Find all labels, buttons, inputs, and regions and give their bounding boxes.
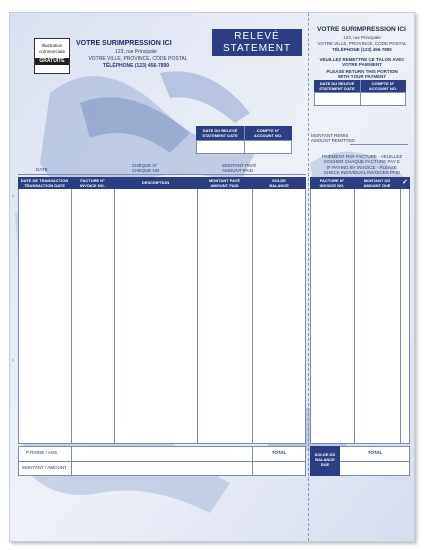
main-total-label: TOTAL — [271, 450, 287, 455]
stub-balance-due-box — [310, 446, 340, 476]
stub-return-en: PLEASE RETURN THIS PORTION WITH YOUR PAYMENT — [326, 69, 398, 79]
stub-table-body — [310, 189, 410, 444]
stub-balance-due-label: SOLDE DÛ BALANCE DUE — [314, 452, 336, 467]
logo-stamp — [34, 38, 70, 74]
stub-company-street: 123, rue Principale — [343, 35, 381, 40]
fold-mark-top: › — [12, 194, 14, 200]
logo-line2: commerciale — [38, 49, 66, 54]
company-phone: TÉLÉPHONE (123) 456-7890 — [102, 63, 170, 69]
col-amount-paid: MONTANT PAYÉ AMOUNT PAID — [208, 178, 241, 188]
check-mark-icon: ✓ — [402, 179, 408, 186]
stub-company-name: VOTRE SURIMPRESSION ICI — [317, 26, 406, 33]
col-transaction-date: DATE DE TRANSACTION TRANSACTION DATE — [20, 178, 69, 188]
stub-total-label: TOTAL — [367, 450, 383, 455]
company-city: VOTRE VILLE, PROVINCE, CODE POSTAL — [88, 56, 188, 62]
main-table-header — [18, 177, 306, 189]
payment-amount-label: MONTANT PAYÉ AMOUNT PAID — [222, 163, 257, 173]
payment-date-label: DATE — [36, 167, 48, 172]
stub-col-invoice-no: FACTURE N° INVOICE NO. — [319, 178, 345, 188]
amount-label: MONTANT / AMOUNT — [22, 465, 67, 470]
stub-statement-date-label: DATE DU RELEVÉ STATEMENT DATE — [319, 81, 355, 91]
title-fr: RELEVÉ — [234, 31, 280, 42]
stub-col-amount-due: MONTANT DÛ AMOUNT DUE — [363, 178, 391, 188]
stub-company-phone: TÉLÉPHONE (123) 456-7890 — [332, 47, 392, 52]
title-en: STATEMENT — [222, 43, 292, 54]
stub-check-fr: PAIEMENT PAR FACTURE - VEUILLEZ COCHER CHAQUE FACTURE PAY E — [321, 154, 403, 164]
company-name: VOTRE SURIMPRESSION ICI — [76, 40, 172, 47]
statement-title-box — [212, 29, 302, 56]
logo-line1: Illustration — [41, 43, 63, 48]
stub-amount-remitted-label: MONTANT REMIS AMOUNT REMITTED — [311, 133, 355, 143]
col-invoice-no: FACTURE N° INVOICE NO. — [80, 178, 105, 188]
stub-return-fr: VEUILLEZ REMETTRE CE TALON AVEC VOTRE PAIEMENT — [319, 57, 405, 67]
stub-check-en: IF PAYING BY INVOICE - PLEASE CHECK INDIVIDUAL INVOICES PAID — [323, 165, 401, 175]
statement-form — [9, 12, 415, 542]
account-no-label: COMPTE N° ACCOUNT NO. — [253, 128, 283, 138]
statement-date-label: DATE DU RELEVÉ STATEMENT DATE — [202, 128, 238, 138]
main-table-body — [18, 189, 306, 444]
logo-free-badge: GRATUITE — [35, 58, 69, 65]
col-description: DESCRIPTION — [141, 180, 170, 185]
period-age-label: P RIODE / AGE — [26, 450, 58, 455]
stub-company-city: VOTRE VILLE, PROVINCE, CODE POSTAL — [317, 41, 407, 46]
stub-table-header — [310, 177, 410, 189]
company-street: 123, rue Principale — [115, 49, 157, 55]
payment-cheque-label: CHÈQUE N° CHEQUE NO. — [132, 163, 161, 173]
stub-account-no-label: COMPTE N° ACCOUNT NO. — [368, 81, 398, 91]
fold-mark-bottom: › — [12, 358, 14, 364]
perforation-line — [308, 13, 309, 541]
col-balance: SOLDE BALANCE — [269, 178, 289, 188]
